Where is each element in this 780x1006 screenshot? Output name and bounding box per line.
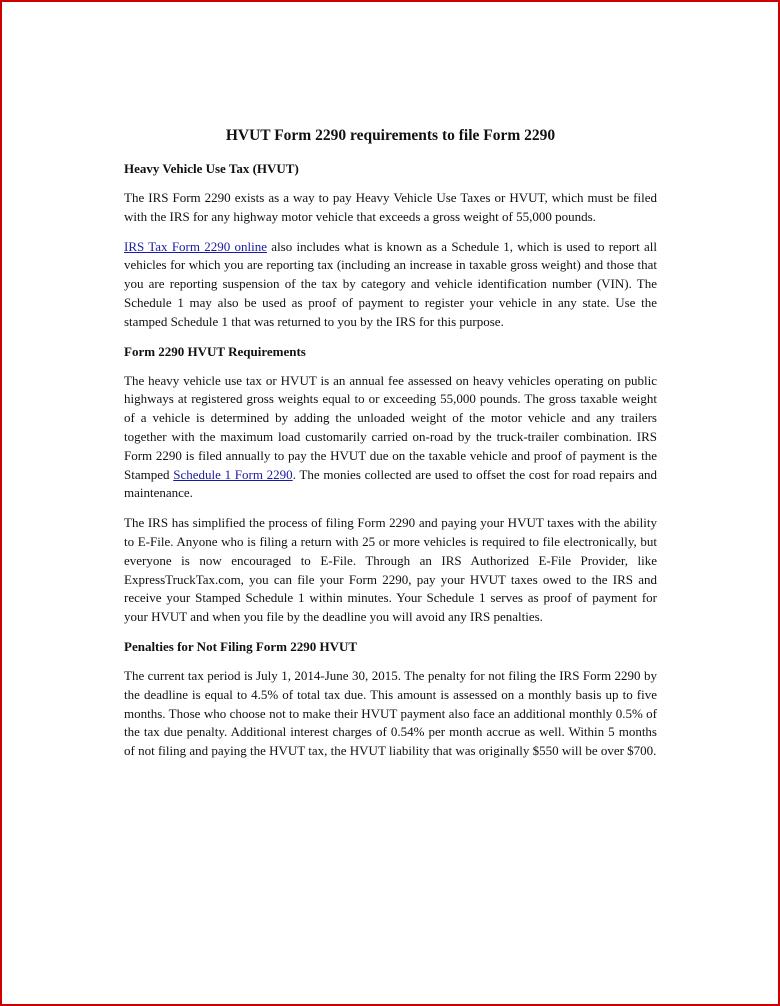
paragraph-requirements-text-a: The heavy vehicle use tax or HVUT is an annual fee assessed on heavy vehicles operating on public highways at registered gross weights equal to or exceeding 55,000 pounds. The gross taxable weight of a vehicle is determined by adding the unloaded weight of the motor vehicle and any trailers together with the maximum load customarily carried on-road by the truck-trailer combination. IRS Form 2290 is filed annually to pay the HVUT due on the taxable vehicle and proof of payment is the Stamped — [124, 372, 657, 482]
paragraph-intro: The IRS Form 2290 exists as a way to pay Heavy Vehicle Use Taxes or HVUT, which must be filed with the IRS for any highway motor vehicle that exceeds a gross weight of 55,000 pounds. — [124, 190, 657, 224]
paragraph-requirements-text-b: . The monies collected are used to offset the cost for road repairs and maintenance. — [124, 466, 658, 501]
paragraph-efile: The IRS has simplified the process of filing Form 2290 and paying your HVUT taxes with the ability to E-File. Anyone who is filing a return with 25 or more vehicles is required to file electronically, but everyone is now encouraged to E-File. Through an IRS Authorized E-File Provider, like ExpressTruckTax.com, you can file your Form 2290, pay your HVUT taxes owed to the IRS and receive your Stamped Schedule 1 within minutes. Your Schedule 1 serves as proof of payment for your HVUT and when you file by the deadline you will avoid any IRS penalties. — [124, 515, 657, 625]
paragraph-requirements — [124, 372, 657, 504]
document-body — [124, 126, 657, 772]
paragraph-schedule1-text: also includes what is known as a Schedule 1, which is used to report all vehicles for which you are reporting tax (including an increase in taxable gross weight) and those that you are reporting suspension of the tax by category and vehicle identification number (VIN). The Schedule 1 may also be used as proof of payment to register your vehicle in any state. Use the stamped Schedule 1 that was returned to you by the IRS for this purpose. — [124, 238, 658, 329]
section-heading-penalties: Penalties for Not Filing Form 2290 HVUT — [124, 638, 358, 654]
section-heading-requirements: Form 2290 HVUT Requirements — [124, 343, 306, 359]
paragraph-schedule1 — [124, 238, 657, 332]
irs-form-2290-online-link[interactable]: IRS Tax Form 2290 online — [124, 238, 268, 254]
document-title: HVUT Form 2290 requirements to file Form 2290 — [225, 127, 556, 144]
section-heading-hvut: Heavy Vehicle Use Tax (HVUT) — [124, 161, 299, 176]
schedule-1-form-2290-link[interactable]: Schedule 1 Form 2290 — [173, 466, 293, 482]
paragraph-penalties: The current tax period is July 1, 2014-June 30, 2015. The penalty for not filing the IRS Form 2290 by the deadline is equal to 4.5% of total tax due. This amount is assessed on a monthly basis up to five months. Those who choose not to make their HVUT payment also face an additional monthly 0.5% of the tax due penalty. Additional interest charges of 0.54% per month accrue as well. Within 5 months of not filing and paying the HVUT tax, the HVUT liability that was originally $550 will be over $700. — [124, 667, 657, 759]
